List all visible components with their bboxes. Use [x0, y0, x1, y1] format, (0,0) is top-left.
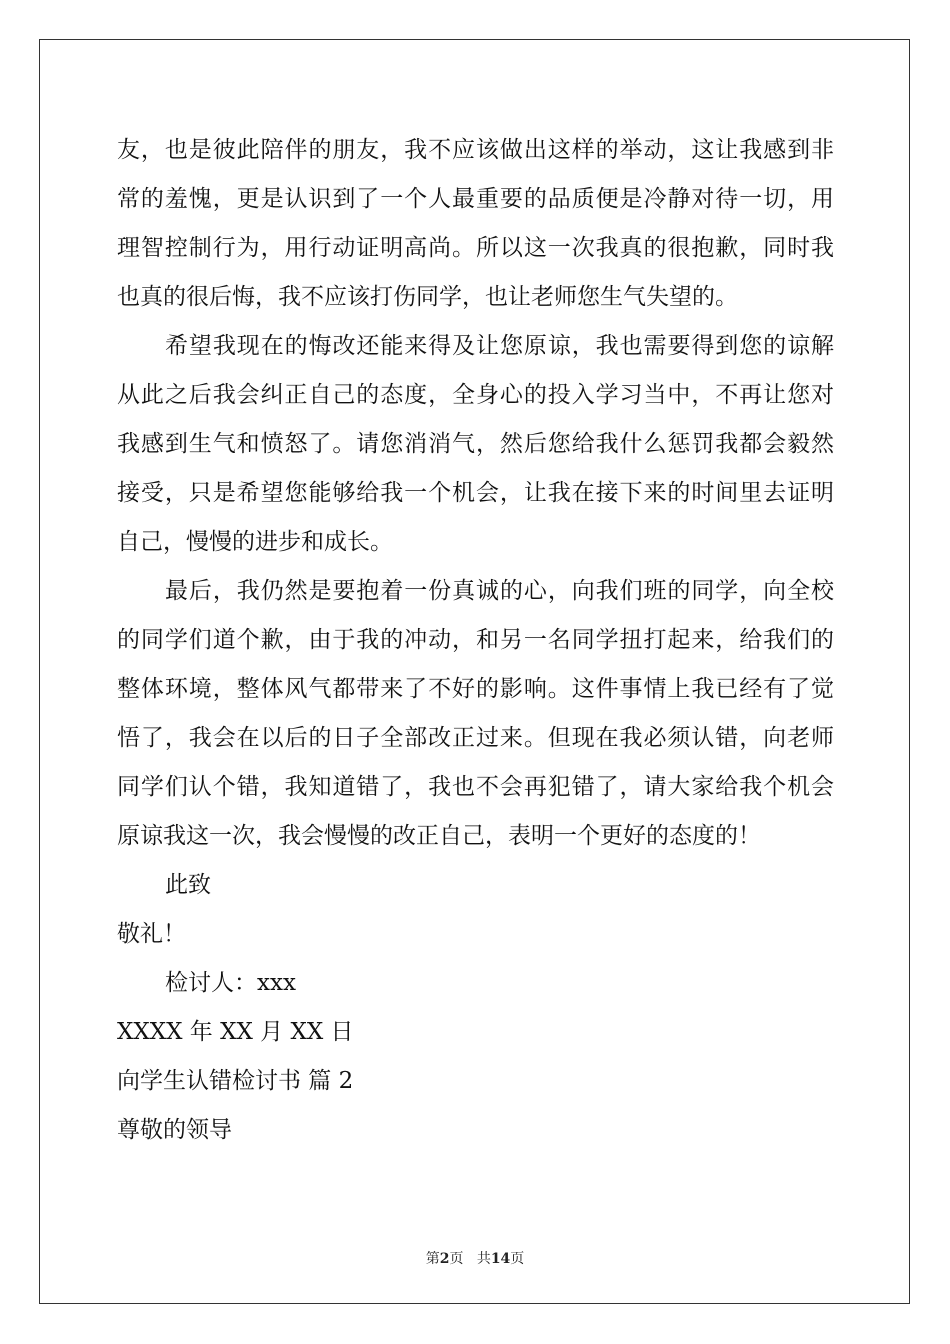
section-heading: 向学生认错检讨书 篇 2 — [117, 1068, 354, 1094]
greeting-line: 尊敬的领导 — [117, 1117, 232, 1143]
text-line: 同学们认个错，我知道错了，我也不会再犯错了，请大家给我个机会 — [117, 774, 834, 800]
text-line: 理智控制行为，用行动证明高尚。所以这一次我真的很抱歉，同时我 — [117, 235, 834, 261]
page-number: 2 — [439, 1251, 450, 1267]
page-prefix: 第 — [425, 1251, 440, 1267]
text-line: 接受，只是希望您能够给我一个机会，让我在接下来的时间里去证明 — [117, 480, 834, 506]
text-line: 悟了，我会在以后的日子全部改正过来。但现在我必须认错，向老师 — [117, 725, 834, 751]
text-line: 的同学们道个歉，由于我的冲动，和另一名同学扭打起来，给我们的 — [117, 627, 834, 653]
text-line: 从此之后我会纠正自己的态度，全身心的投入学习当中，不再让您对 — [117, 382, 834, 408]
paragraph-start-line: 希望我现在的悔改还能来得及让您原谅，我也需要得到您的谅解 — [165, 333, 834, 359]
text-line: 也真的很后悔，我不应该打伤同学，也让老师您生气失望的。 — [117, 284, 738, 310]
text-line: 自己，慢慢的进步和成长。 — [117, 529, 393, 555]
text-line: 常的羞愧，更是认识到了一个人最重要的品质便是冷静对待一切，用 — [117, 186, 834, 212]
signature-line: 检讨人：xxx — [165, 970, 296, 996]
closing-salutation: 此致 — [165, 872, 211, 898]
closing-respect: 敬礼！ — [117, 921, 186, 947]
text-line: 整体环境，整体风气都带来了不好的影响。这件事情上我已经有了觉 — [117, 676, 834, 702]
total-unit: 页 — [510, 1251, 525, 1267]
document-body — [117, 126, 834, 1155]
text-line: 友，也是彼此陪伴的朋友，我不应该做出这样的举动，这让我感到非 — [117, 137, 834, 163]
text-line: 我感到生气和愤怒了。请您消消气，然后您给我什么惩罚我都会毅然 — [117, 431, 834, 457]
text-line: 原谅我这一次，我会慢慢的改正自己，表明一个更好的态度的！ — [117, 823, 761, 849]
total-prefix: 共 — [476, 1251, 491, 1267]
paragraph-start-line: 最后，我仍然是要抱着一份真诚的心，向我们班的同学，向全校 — [165, 578, 834, 604]
date-line: XXXX 年 XX 月 XX 日 — [117, 1019, 354, 1045]
page-unit: 页 — [449, 1251, 464, 1267]
total-pages: 14 — [490, 1251, 511, 1267]
page-footer — [0, 1248, 950, 1268]
